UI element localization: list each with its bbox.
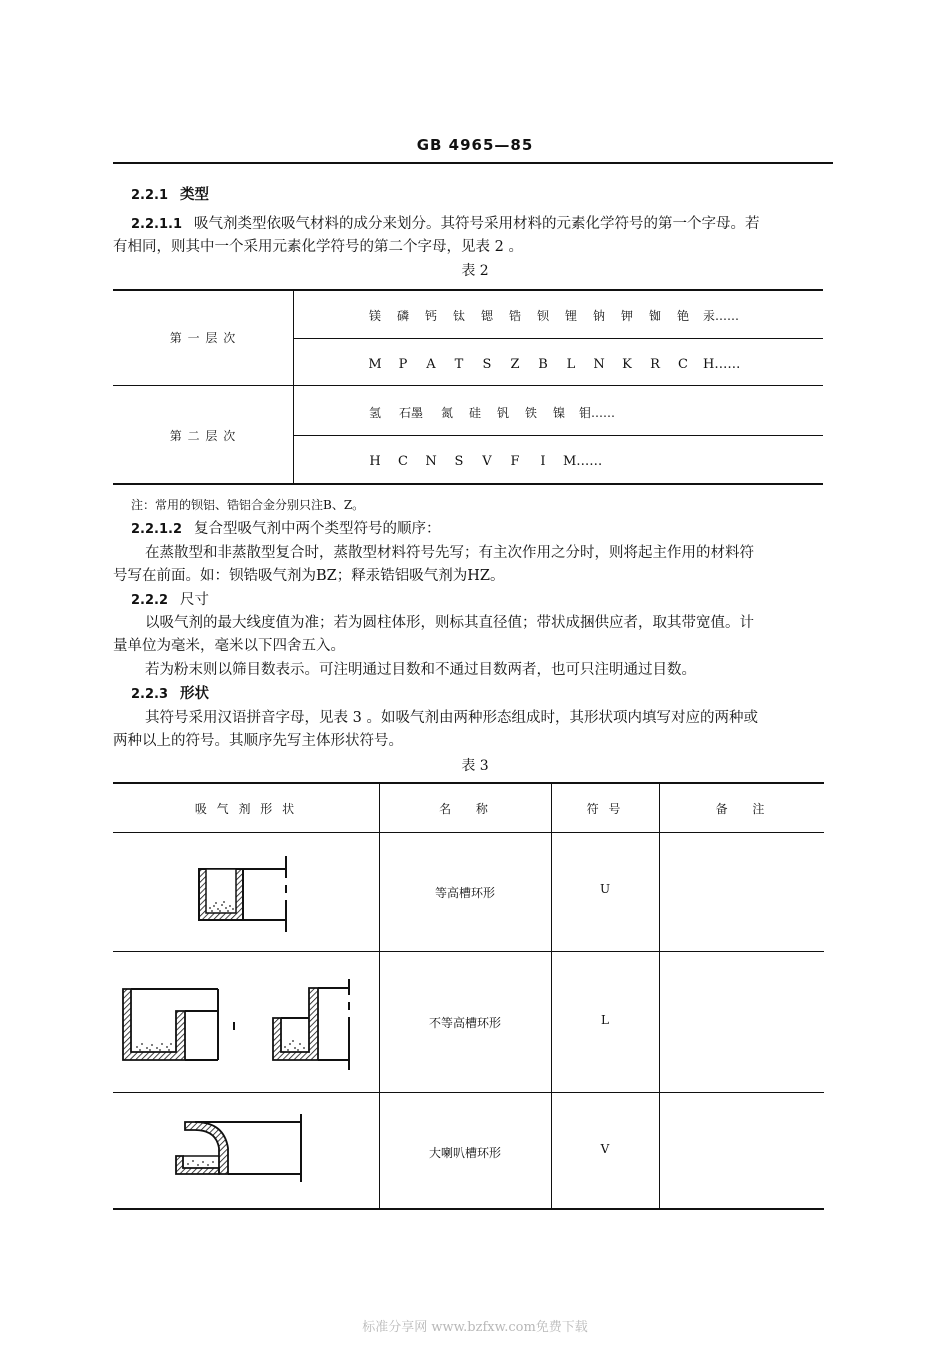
section-number: 2.2.1.2 bbox=[131, 522, 182, 537]
section-2-2-2 bbox=[131, 589, 209, 612]
shape-symbol: V bbox=[600, 1142, 610, 1156]
section-number: 2.2.3 bbox=[131, 687, 169, 702]
header-remark: 备 注 bbox=[715, 802, 768, 816]
element-name: 铁 bbox=[524, 406, 537, 420]
paragraph-line: 以吸气剂的最大线度值为准；若为圆柱体形，则标其直径值；带状成捆供应者，取其带宽值。计 bbox=[145, 615, 754, 631]
footer-watermark: 标准分享网 www.bzfxw.com免费下载 bbox=[362, 1320, 588, 1335]
section-title: 形状 bbox=[180, 686, 210, 702]
level-one-symbols bbox=[361, 353, 740, 372]
header-symbol: 符 号 bbox=[586, 802, 624, 816]
symbol: A bbox=[426, 357, 436, 372]
symbol: I bbox=[540, 454, 546, 469]
element-name: 硅 bbox=[468, 406, 481, 420]
section-number: 2.2.1 bbox=[131, 188, 169, 203]
section-2-2-1-2 bbox=[131, 518, 441, 541]
level-one-elements bbox=[361, 305, 739, 324]
shape-symbol: L bbox=[601, 1013, 609, 1027]
element-name: 钠 bbox=[592, 309, 605, 323]
symbol: C bbox=[678, 357, 688, 372]
element-name: 氢 bbox=[368, 406, 381, 420]
paragraph-line: 量单位为毫米，毫米以下四舍五入。 bbox=[113, 638, 345, 654]
element-name: 钒 bbox=[496, 406, 509, 420]
section-title: 尺寸 bbox=[180, 592, 210, 608]
level-two-symbols bbox=[361, 450, 602, 469]
element-name: 锶 bbox=[480, 309, 493, 323]
symbol: M…… bbox=[563, 454, 603, 469]
symbol: H bbox=[369, 454, 381, 469]
section-number: 2.2.1.1 bbox=[131, 217, 182, 232]
element-name: 钡 bbox=[536, 309, 549, 323]
table-top-rule bbox=[113, 289, 823, 291]
element-name: 汞…… bbox=[703, 309, 740, 323]
symbol: T bbox=[454, 357, 464, 372]
unequal-height-channel-ring-diagram-left bbox=[123, 989, 234, 1060]
symbol: F bbox=[510, 454, 520, 469]
symbol: S bbox=[482, 357, 492, 372]
element-name: 钙 bbox=[424, 309, 437, 323]
section-2-2-3 bbox=[131, 683, 209, 706]
section-number: 2.2.2 bbox=[131, 593, 169, 608]
paragraph-line: 若为粉末则以筛目数表示。可注明通过目数和不通过目数两者，也可只注明通过目数。 bbox=[145, 662, 696, 678]
element-name: 磷 bbox=[396, 309, 409, 323]
element-name: 钛 bbox=[452, 309, 465, 323]
symbol: B bbox=[538, 357, 548, 372]
symbol: C bbox=[398, 454, 408, 469]
section-title: 类型 bbox=[180, 187, 210, 203]
section-2-2-1 bbox=[131, 184, 209, 207]
standard-number: GB 4965—85 bbox=[416, 136, 534, 154]
header-rule bbox=[113, 162, 833, 164]
symbol: R bbox=[650, 357, 660, 372]
paragraph-line: 号写在前面。如：钡锆吸气剂为BZ；释汞锆铝吸气剂为HZ。 bbox=[113, 568, 505, 584]
level-one-label: 第 一 层 次 bbox=[169, 331, 237, 345]
symbol: N bbox=[425, 454, 437, 469]
element-name: 钾 bbox=[620, 309, 633, 323]
symbol: N bbox=[593, 357, 605, 372]
table-2-note: 注：常用的钡铝、锆铝合金分别只注B、Z。 bbox=[131, 498, 365, 512]
element-name: 铯 bbox=[676, 309, 689, 323]
section-title: 复合型吸气剂中两个类型符号的顺序： bbox=[194, 521, 441, 537]
paragraph-line: 吸气剂类型依吸气材料的成分来划分。其符号采用材料的元素化学符号的第一个字母。若 bbox=[194, 216, 760, 232]
element-name: 钼…… bbox=[579, 406, 616, 420]
section-2-2-1-1 bbox=[131, 213, 760, 236]
level-two-elements bbox=[361, 402, 615, 421]
shape-symbol: U bbox=[599, 882, 611, 896]
paragraph-line: 在蒸散型和非蒸散型复合时，蒸散型材料符号先写；有主次作用之分时，则将起主作用的材料符 bbox=[145, 545, 754, 561]
element-name: 石墨 bbox=[398, 406, 423, 420]
paragraph-line: 有相同，则其中一个采用元素化学符号的第二个字母，见表 2 。 bbox=[113, 239, 523, 255]
symbol: S bbox=[454, 454, 464, 469]
element-name: 铷 bbox=[648, 309, 661, 323]
table-row-divider bbox=[293, 435, 823, 436]
symbol: V bbox=[482, 454, 492, 469]
symbol: Z bbox=[510, 357, 520, 372]
symbol: K bbox=[622, 357, 632, 372]
table-group-divider bbox=[113, 385, 823, 386]
table-2-caption: 表 2 bbox=[461, 263, 489, 279]
equal-height-channel-ring-diagram bbox=[199, 856, 286, 932]
header-shape: 吸 气 剂 形 状 bbox=[194, 802, 298, 816]
getter-shape-diagrams bbox=[113, 782, 379, 1210]
header-name: 名 称 bbox=[439, 802, 491, 816]
element-name: 镍 bbox=[552, 406, 565, 420]
paragraph-line: 其符号采用汉语拼音字母，见表 3 。如吸气剂由两种形态组成时，其形状项内填写对应的两种或 bbox=[145, 710, 758, 726]
level-two-label: 第 二 层 次 bbox=[169, 429, 237, 443]
table-2 bbox=[113, 289, 823, 485]
shape-name: 等高槽环形 bbox=[434, 886, 495, 900]
symbol: P bbox=[398, 357, 408, 372]
shape-name: 不等高槽环形 bbox=[428, 1016, 501, 1030]
table-row-divider bbox=[293, 338, 823, 339]
table-3-caption: 表 3 bbox=[461, 758, 489, 774]
element-name: 锆 bbox=[508, 309, 521, 323]
element-name: 镁 bbox=[368, 309, 381, 323]
element-name: 锂 bbox=[564, 309, 577, 323]
element-name: 氮 bbox=[440, 406, 453, 420]
large-trumpet-channel-ring-diagram bbox=[176, 1114, 301, 1182]
table-column-divider bbox=[659, 782, 660, 1210]
symbol: M bbox=[368, 357, 382, 372]
table-3 bbox=[113, 782, 824, 1210]
table-bottom-rule bbox=[113, 483, 823, 485]
shape-name: 大喇叭槽环形 bbox=[428, 1146, 501, 1160]
symbol: H…… bbox=[703, 357, 741, 372]
unequal-height-channel-ring-diagram-right bbox=[273, 979, 349, 1070]
paragraph-line: 两种以上的符号。其顺序先写主体形状符号。 bbox=[113, 733, 403, 749]
symbol: L bbox=[566, 357, 576, 372]
table-column-divider bbox=[293, 289, 294, 485]
